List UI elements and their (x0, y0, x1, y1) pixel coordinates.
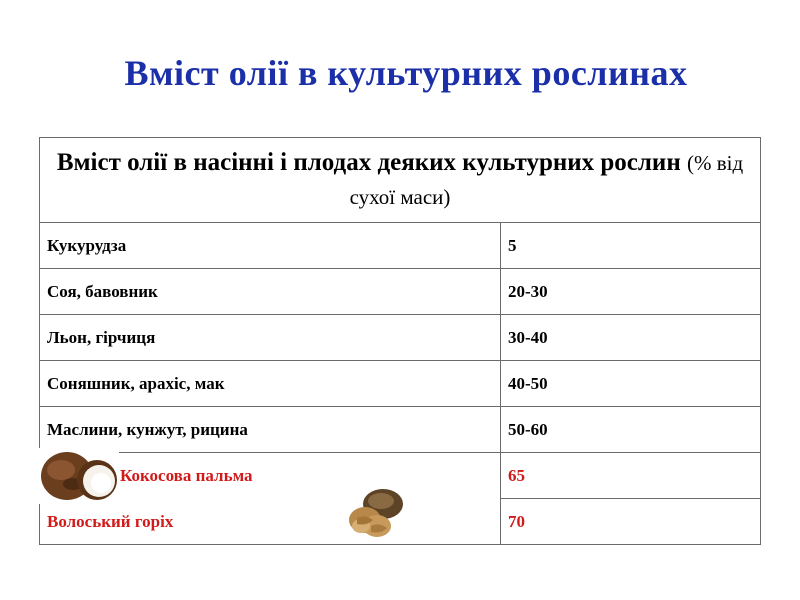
table-header-unit: (% від сухої маси) (349, 151, 744, 209)
page-title: Вміст олії в культурних рослинах (124, 53, 688, 93)
crop-cell: Волоський горіх (40, 499, 501, 545)
value-cell: 5 (501, 223, 761, 269)
value-cell: 30-40 (501, 315, 761, 361)
crop-cell: Льон, гірчиця (40, 315, 501, 361)
table-header-title: Вміст олії в насінні і плодах деяких культурних рослин (56, 149, 681, 177)
table-row (40, 407, 761, 453)
crop-cell: Маслини, кунжут, рицина (40, 407, 501, 453)
table-header (40, 138, 761, 223)
coconut-image (39, 448, 119, 504)
value-cell: 20-30 (501, 269, 761, 315)
table-row (40, 361, 761, 407)
crop-cell: Соя, бавовник (40, 269, 501, 315)
table-header-row (40, 138, 761, 223)
crop-cell: Соняшник, арахіс, мак (40, 361, 501, 407)
walnut-image (343, 482, 407, 542)
crop-cell: Кукурудза (40, 223, 501, 269)
table-row (40, 269, 761, 315)
value-cell: 40-50 (501, 361, 761, 407)
table-row (40, 315, 761, 361)
value-cell: 65 (501, 453, 761, 499)
value-cell: 70 (501, 499, 761, 545)
table-row (40, 223, 761, 269)
value-cell: 50-60 (501, 407, 761, 453)
crop-cell: Кокосова пальма (40, 453, 501, 499)
